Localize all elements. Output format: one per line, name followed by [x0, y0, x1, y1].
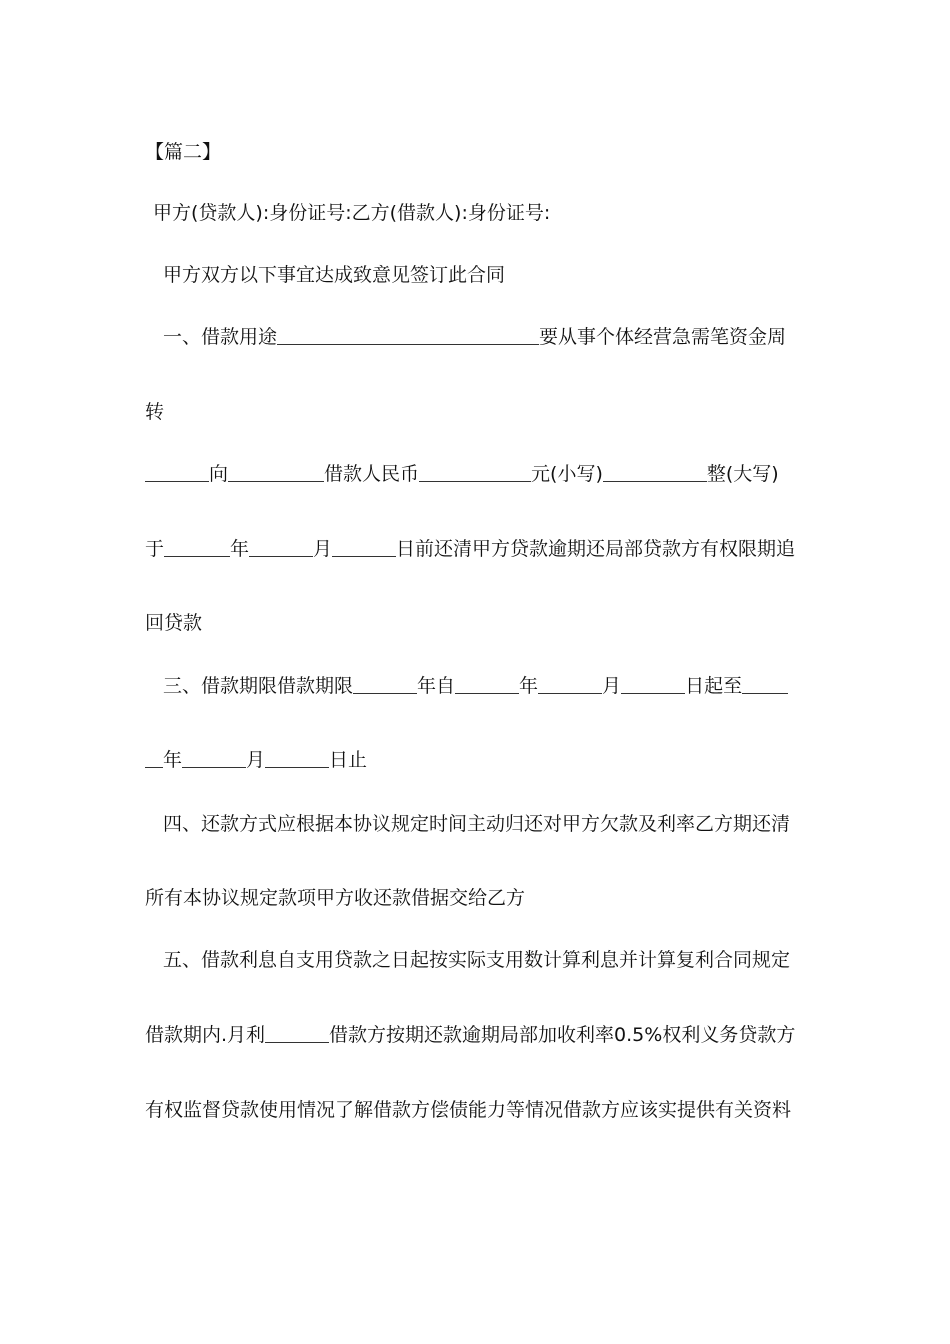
- clause-5-text-c: 借款方按期还款逾期局部加收利率0.5%权利义务贷款方: [329, 1024, 796, 1046]
- clause-3-text-c: 年: [519, 675, 539, 697]
- clause-2-text-d: 整(大写): [706, 463, 779, 485]
- clause-2-line-1: [145, 462, 779, 486]
- clause-3-text-g: 月: [246, 749, 266, 771]
- clause-1-line-1: [163, 325, 786, 349]
- clause-3-text-f: 年: [163, 749, 183, 771]
- clause-5-line-1: 五、借款利息自支用贷款之日起按实际支用数计算利息并计算复利合同规定: [163, 949, 791, 971]
- blank-field: [249, 538, 313, 557]
- clause-5-line-3: 有权监督贷款使用情况了解借款方偿债能力等情况借款方应该实提供有关资料: [145, 1099, 792, 1121]
- clause-1-label: 一、借款用途: [163, 326, 278, 348]
- clause-3-line-1: [163, 674, 788, 698]
- blank-field: [145, 463, 209, 482]
- clause-4-line-2: 所有本协议规定款项甲方收还款借据交给乙方: [145, 887, 526, 909]
- clause-3-text-b: 年自: [417, 675, 456, 697]
- blank-field: [265, 1024, 329, 1043]
- clause-2b-text-c: 月: [313, 538, 333, 560]
- blank-field: [228, 463, 324, 482]
- intro-line: 甲方双方以下事宜达成致意见签订此合同: [163, 264, 506, 286]
- clause-3-text-e: 日起至: [685, 675, 743, 697]
- blank-field: [164, 538, 230, 557]
- clause-2b-text-d: 日前还清甲方贷款逾期还局部贷款方有权限期追: [396, 538, 796, 560]
- blank-field: [332, 538, 396, 557]
- clause-2b-text-a: 于: [145, 538, 165, 560]
- clause-2-text-c: 元(小写): [531, 463, 603, 485]
- clause-1-text: 要从事个体经营急需笔资金周: [539, 326, 787, 348]
- clause-2-line-3: 回贷款: [145, 612, 203, 634]
- clause-4-line-1: 四、还款方式应根据本协议规定时间主动归还对甲方欠款及利率乙方期还清: [163, 813, 791, 835]
- blank-field: [419, 463, 531, 482]
- clause-3-line-2: [145, 748, 367, 772]
- blank-field: [277, 326, 539, 345]
- blank-field: [538, 675, 602, 694]
- clause-3-text-h: 日止: [329, 749, 368, 771]
- clause-5-text-b: 借款期内.月利: [145, 1024, 266, 1046]
- clause-2-text-a: 向: [209, 463, 229, 485]
- blank-field: [145, 749, 163, 768]
- blank-field: [742, 675, 788, 694]
- section-heading: 【篇二】: [145, 141, 222, 163]
- clause-2-line-2: [145, 537, 795, 561]
- blank-field: [455, 675, 519, 694]
- clause-5-line-2: [145, 1023, 795, 1047]
- blank-field: [603, 463, 707, 482]
- clause-1-line-2: 转: [145, 401, 165, 423]
- blank-field: [265, 749, 329, 768]
- clause-2-text-b: 借款人民币: [324, 463, 420, 485]
- blank-field: [621, 675, 685, 694]
- clause-3-text-d: 月: [602, 675, 622, 697]
- clause-3-label: 三、借款期限借款期限: [163, 675, 354, 697]
- clause-2b-text-b: 年: [230, 538, 250, 560]
- parties-line: 甲方(贷款人):身份证号:乙方(借款人):身份证号:: [153, 202, 551, 224]
- blank-field: [182, 749, 246, 768]
- blank-field: [353, 675, 417, 694]
